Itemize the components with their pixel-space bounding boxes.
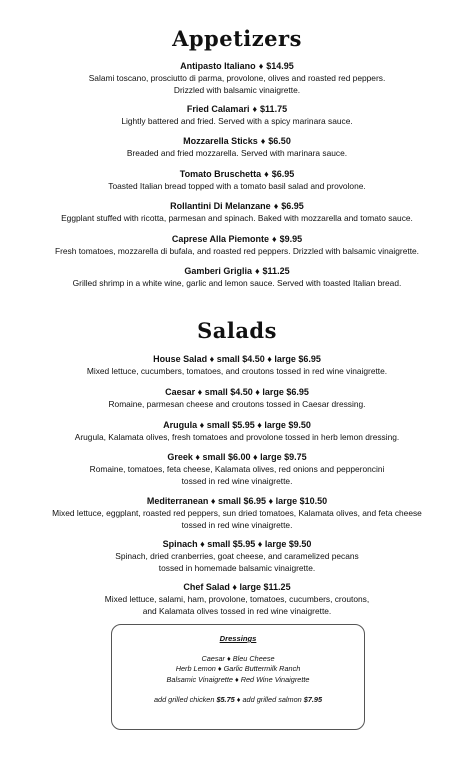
item-price: $14.95 [266,61,294,71]
item-description: Eggplant stuffed with ricotta, parmesan and spinach. Baked with mozzarella and tomato sauce. [61,213,413,224]
salad-heading: Chef Salad ♦ large $11.25 [183,582,291,592]
diamond-separator: ♦ [264,169,269,179]
item-description-cont: tossed in homemade balsamic vinaigrette. [158,562,316,573]
salad-item [20,354,454,378]
salad-heading: House Salad ♦ small $4.50 ♦ large $6.95 [153,354,321,364]
item-price: $11.25 [262,266,290,276]
addon-chicken-label: add grilled chicken [153,695,215,704]
item-description: Mixed lettuce, cucumbers, tomatoes, and croutons tossed in red wine vinaigrette. [86,366,388,377]
addon-salmon-label: add grilled salmon [242,695,302,704]
item-description-cont: Drizzled with balsamic vinaigrette. [173,84,301,95]
salad-item [20,420,454,444]
appetizer-item [20,234,454,258]
salad-item [20,387,454,411]
item-description: Romaine, tomatoes, feta cheese, Kalamata olives, red onions and pepperoncini [89,464,385,475]
dressings-heading: Dressings [219,634,257,643]
appetizer-name-line [20,61,454,72]
appetizer-item [20,266,454,290]
salad-heading: Spinach ♦ small $5.95 ♦ large $9.50 [162,539,312,549]
salad-item [20,582,454,617]
salads-title: Salads [197,318,277,343]
item-price: $6.95 [281,201,304,211]
dressings-box [111,624,365,730]
appetizer-name-line [20,201,454,212]
salad-item [20,496,454,531]
appetizer-item [20,136,454,160]
salad-item [20,452,454,487]
appetizer-item [20,169,454,193]
salad-heading: Arugula ♦ small $5.95 ♦ large $9.50 [163,420,311,430]
addons-line [112,695,364,706]
item-description: Spinach, dried cranberries, goat cheese, and caramelized pecans [115,551,359,562]
diamond-separator: ♦ [273,201,279,211]
item-name: Mozzarella Sticks [183,136,258,146]
dressing-line: Herb Lemon ♦ Garlic Buttermilk Ranch [175,664,301,673]
diamond-separator: ♦ [252,104,258,114]
diamond-separator: ♦ [272,234,277,244]
appetizers-title: Appetizers [172,26,302,51]
item-name: Gamberi Griglia [184,266,252,276]
appetizer-name-line [20,234,454,245]
item-description: Romaine, parmesan cheese and croutons tossed in Caesar dressing. [108,399,366,410]
appetizer-name-line [20,169,454,180]
item-description-cont: tossed in red wine vinaigrette. [181,519,293,530]
item-description: Salami toscano, prosciutto di parma, provolone, olives and roasted red peppers. [88,73,386,84]
diamond-separator: ♦ [236,695,241,704]
item-description: Arugula, Kalamata olives, fresh tomatoes and provolone tossed in herb lemon dressing. [74,432,400,443]
salad-item [20,539,454,574]
item-price: $6.95 [271,169,295,179]
salad-heading: Greek ♦ small $6.00 ♦ large $9.75 [167,452,307,462]
item-name: Tomato Bruschetta [179,169,262,179]
diamond-separator: ♦ [258,61,264,71]
appetizer-name-line [20,104,454,115]
item-description: Lightly battered and fried. Served with a spicy marinara sauce. [121,116,353,127]
dressing-line: Caesar ♦ Bleu Cheese [201,653,275,663]
appetizer-item [20,104,454,128]
item-description-cont: and Kalamata olives tossed in red wine vinaigrette. [142,605,332,616]
appetizer-name-line [20,266,454,277]
appetizer-item [20,201,454,225]
dressing-line: Balsamic Vinaigrette ♦ Red Wine Vinaigrette [166,674,310,684]
item-price: $9.95 [279,234,303,244]
item-description-cont: tossed in red wine vinaigrette. [181,475,293,486]
item-description: Fresh tomatoes, mozzarella di bufala, and roasted red peppers. Drizzled with balsamic vinaigrette. [54,246,420,257]
item-name: Rollantini Di Melanzane [170,201,271,211]
diamond-separator: ♦ [260,136,266,146]
appetizer-item [20,61,454,96]
item-name: Caprese Alla Piemonte [171,234,270,244]
item-description: Breaded and fried mozzarella. Served with marinara sauce. [126,148,348,159]
item-name: Antipasto Italiano [180,61,256,71]
salad-heading: Mediterranean ♦ small $6.95 ♦ large $10.50 [146,496,328,506]
item-price: $11.75 [260,104,288,114]
salad-heading: Caesar ♦ small $4.50 ♦ large $6.95 [165,387,309,397]
item-description: Mixed lettuce, salami, ham, provolone, tomatoes, cucumbers, croutons, [104,594,370,605]
addon-chicken-price: $5.75 [216,695,235,704]
appetizer-name-line [20,136,454,147]
item-description: Mixed lettuce, eggplant, roasted red peppers, sun dried tomatoes, Kalamata olives, and feta cheese [52,508,422,519]
item-description: Grilled shrimp in a white wine, garlic and lemon sauce. Served with toasted Italian bread. [72,278,402,289]
item-price: $6.50 [268,136,291,146]
addon-salmon-price: $7.95 [303,695,323,704]
diamond-separator: ♦ [254,266,260,276]
item-name: Fried Calamari [186,104,250,114]
item-description: Toasted Italian bread topped with a tomato basil salad and provolone. [108,181,366,192]
